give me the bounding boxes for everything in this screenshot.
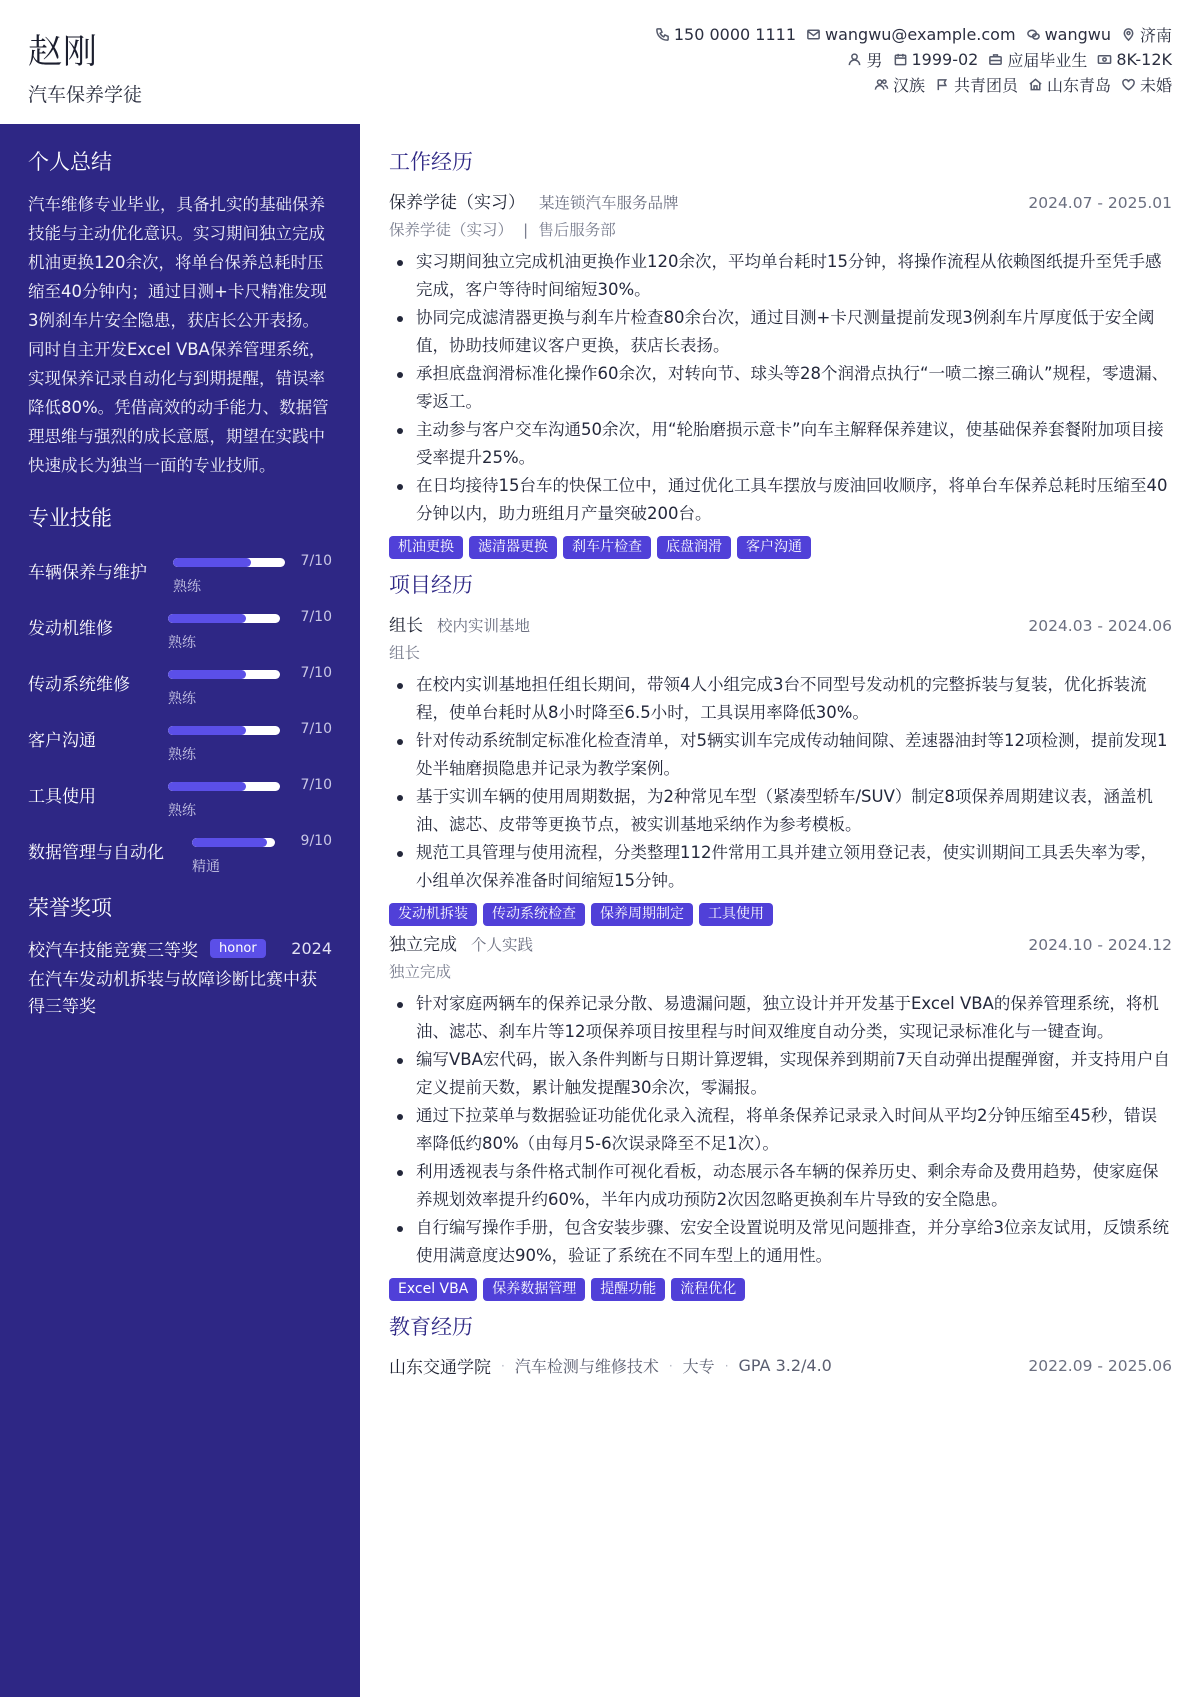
skill-bar xyxy=(168,726,280,735)
entry-department: 售后服务部 xyxy=(538,221,616,239)
list-item: 在校内实训基地担任组长期间，带领4人小组完成3台不同型号发动机的完整拆装与复装，优化拆装流程，使单台耗时从8小时降至6.5小时，工具误用率降低30%。 xyxy=(389,671,1172,727)
tag: 保养周期制定 xyxy=(591,903,693,926)
entry-subtitle xyxy=(389,218,1172,240)
honor-name: 校汽车技能竞赛三等奖 xyxy=(28,941,198,961)
contact-info xyxy=(472,22,1172,97)
education-degree: 大专 xyxy=(682,1357,715,1376)
entry-bullets xyxy=(389,990,1172,1270)
contact-ethnicity xyxy=(874,73,925,96)
skill-score: 9/10 xyxy=(300,833,332,849)
entry-tags xyxy=(389,1278,1172,1301)
skill-name: 车辆保养与维护 xyxy=(28,563,147,583)
location-icon xyxy=(1121,27,1136,42)
contact-status-text: 应届毕业生 xyxy=(1007,51,1088,70)
tag: 机油更换 xyxy=(389,536,463,559)
education-major: 汽车检测与维修技术 xyxy=(514,1357,659,1376)
education-school: 山东交通学院 xyxy=(389,1358,491,1378)
skill-bar xyxy=(168,782,280,791)
calendar-icon xyxy=(893,52,908,67)
tag: 工具使用 xyxy=(699,903,773,926)
skill-bar-fill xyxy=(168,670,246,679)
contact-gender xyxy=(847,48,882,71)
list-item: 实习期间独立完成机油更换作业120余次，平均单台耗时15分钟，将操作流程从依赖图纸提升至凭手感完成，客户等待时间缩短30%。 xyxy=(389,248,1172,304)
list-item: 自行编写操作手册，包含安装步骤、宏安全设置说明及常见问题排查，并分享给3位亲友试用，反馈系统使用满意度达90%，验证了系统在不同车型上的通用性。 xyxy=(389,1214,1172,1270)
entry-date: 2024.10 - 2024.12 xyxy=(1028,936,1172,954)
project-entry xyxy=(389,930,1172,1301)
list-item: 针对传动系统制定标准化检查清单，对5辆实训车完成传动轴间隙、差速器油封等12项检测，提前发现1处半轴磨损隐患并记录为教学案例。 xyxy=(389,727,1172,783)
entry-organization: 个人实践 xyxy=(471,936,534,954)
entry-subtitle: 独立完成 xyxy=(389,963,452,981)
tag: 滤清器更换 xyxy=(469,536,557,559)
list-item: 承担底盘润滑标准化操作60余次，对转向节、球头等28个润滑点执行“一喷二擦三确认”规程，零遗漏、零返工。 xyxy=(389,360,1172,416)
contact-phone[interactable] xyxy=(655,25,796,44)
tag: 保养数据管理 xyxy=(483,1278,585,1301)
contact-row-3 xyxy=(472,72,1172,97)
contact-marital-text: 未婚 xyxy=(1139,76,1172,95)
skill-item xyxy=(28,602,332,658)
honor-item xyxy=(28,936,332,961)
skill-score: 7/10 xyxy=(300,777,332,793)
contact-phone-text: 150 0000 1111 xyxy=(673,25,797,44)
contact-location xyxy=(1121,23,1172,46)
tag: 提醒功能 xyxy=(591,1278,665,1301)
list-item: 针对家庭两辆车的保养记录分散、易遗漏问题，独立设计并开发基于Excel VBA的保养管理系统，将机油、滤芯、刹车片等12项保养项目按里程与时间双维度自动分类，实现记录标准化与一键查询。 xyxy=(389,990,1172,1046)
skill-bar-fill xyxy=(168,782,246,791)
entry-bullets xyxy=(389,248,1172,528)
skill-item xyxy=(28,826,332,882)
contact-row-1 xyxy=(472,22,1172,47)
contact-marital xyxy=(1121,73,1172,96)
entry-tags xyxy=(389,903,1172,926)
skill-name: 工具使用 xyxy=(28,787,96,807)
entry-tags xyxy=(389,536,1172,559)
heart-icon xyxy=(1121,77,1136,92)
skills-list xyxy=(28,546,332,882)
sidebar xyxy=(0,124,360,1697)
skill-name: 数据管理与自动化 xyxy=(28,843,164,863)
entry-organization: 某连锁汽车服务品牌 xyxy=(539,194,679,212)
contact-hometown xyxy=(1028,73,1111,96)
honor-description: 在汽车发动机拆装与故障诊断比赛中获得三等奖 xyxy=(28,970,317,1017)
education-heading: 教育经历 xyxy=(389,1315,473,1339)
work-heading: 工作经历 xyxy=(389,150,473,174)
list-item: 基于实训车辆的使用周期数据，为2种常见车型（紧凑型轿车/SUV）制定8项保养周期建议表，涵盖机油、滤芯、皮带等更换节点，被实训基地采纳作为参考模板。 xyxy=(389,783,1172,839)
entry-header xyxy=(389,930,1172,955)
skill-item xyxy=(28,546,332,602)
skill-bar-fill xyxy=(168,614,246,623)
entry-separator: | xyxy=(523,221,529,239)
list-item: 编写VBA宏代码，嵌入条件判断与日期计算逻辑，实现保养到期前7天自动弹出提醒弹窗，并支持用户自定义提前天数，累计触发提醒30余次，零漏报。 xyxy=(389,1046,1172,1102)
mail-icon xyxy=(806,27,821,42)
contact-ethnicity-text: 汉族 xyxy=(892,76,925,95)
skill-item xyxy=(28,658,332,714)
summary-heading: 个人总结 xyxy=(28,150,112,174)
contact-political-text: 共青团员 xyxy=(953,76,1018,95)
person-icon xyxy=(847,52,862,67)
entry-title: 组长 xyxy=(389,616,423,636)
skill-bar-fill xyxy=(173,558,251,567)
phone-icon xyxy=(655,27,670,42)
contact-email[interactable] xyxy=(806,25,1016,44)
skill-bar xyxy=(168,670,280,679)
tag: 客户沟通 xyxy=(737,536,811,559)
summary-text: 汽车维修专业毕业，具备扎实的基础保养技能与主动优化意识。实习期间独立完成机油更换120余次，将单台保养总耗时压缩至40分钟内；通过目测+卡尺精准发现3例刹车片安全隐患，获店长公开表扬。同时自主开发Excel VBA保养管理系统，实现保养记录自动化与到期提醒，错误率降低80%。凭借高效的动手能力、数据管理思维与强烈的成长意愿，期望在实践中快速成长为独当一面的专业技师。 xyxy=(28,195,329,475)
skills-heading: 专业技能 xyxy=(28,506,112,530)
list-item: 协同完成滤清器更换与刹车片检查80余台次，通过目测+卡尺测量提前发现3例刹车片厚度低于安全阈值，协助技师建议客户更换，获店长表扬。 xyxy=(389,304,1172,360)
wechat-icon xyxy=(1026,27,1041,42)
people-icon xyxy=(874,77,889,92)
list-item: 利用透视表与条件格式制作可视化看板，动态展示各车辆的保养历史、剩余寿命及费用趋势，使家庭保养规划效率提升约60%，半年内成功预防2次因忽略更换刹车片导致的安全隐患。 xyxy=(389,1158,1172,1214)
skill-bar-fill xyxy=(168,726,246,735)
education-date: 2022.09 - 2025.06 xyxy=(1028,1356,1172,1375)
contact-location-text: 济南 xyxy=(1139,26,1172,45)
candidate-role: 汽车保养学徒 xyxy=(28,84,143,106)
entry-header xyxy=(389,611,1172,636)
tag: 传动系统检查 xyxy=(483,903,585,926)
entry-date: 2024.03 - 2024.06 xyxy=(1028,617,1172,635)
education-entry xyxy=(389,1353,1172,1378)
skill-level: 熟练 xyxy=(168,803,196,819)
entry-position: 保养学徒（实习） xyxy=(389,221,514,239)
skill-name: 传动系统维修 xyxy=(28,675,130,695)
skill-bar xyxy=(168,614,280,623)
entry-header xyxy=(389,188,1172,213)
contact-wechat-text: wangwu xyxy=(1044,25,1111,44)
contact-salary xyxy=(1097,50,1172,69)
skill-level: 熟练 xyxy=(168,635,196,651)
tag: 发动机拆装 xyxy=(389,903,477,926)
skill-level: 熟练 xyxy=(173,579,201,595)
entry-bullets xyxy=(389,671,1172,895)
tag: Excel VBA xyxy=(389,1278,477,1301)
honors-heading: 荣誉奖项 xyxy=(28,896,112,920)
tag: 流程优化 xyxy=(671,1278,745,1301)
skill-score: 7/10 xyxy=(300,553,332,569)
entry-title: 保养学徒（实习） xyxy=(389,193,525,213)
entry-title: 独立完成 xyxy=(389,935,457,955)
tag: 刹车片检查 xyxy=(563,536,651,559)
contact-row-2 xyxy=(472,47,1172,72)
entry-organization: 校内实训基地 xyxy=(437,617,531,635)
skill-score: 7/10 xyxy=(300,665,332,681)
skill-bar xyxy=(192,838,275,847)
list-item: 通过下拉菜单与数据验证功能优化录入流程，将单条保养记录录入时间从平均2分钟压缩至45秒，错误率降低约80%（由每月5-6次误录降至不足1次）。 xyxy=(389,1102,1172,1158)
candidate-name: 赵刚 xyxy=(28,32,98,72)
skill-name: 客户沟通 xyxy=(28,731,96,751)
contact-email-text: wangwu@example.com xyxy=(825,25,1016,44)
resume-header xyxy=(0,0,1200,124)
dot-separator: · xyxy=(724,1358,729,1373)
list-item: 在日均接待15台车的快保工位中，通过优化工具车摆放与废油回收顺序，将单台车保养总耗时压缩至40分钟以内，助力班组月产量突破200台。 xyxy=(389,472,1172,528)
work-entry xyxy=(389,188,1172,559)
skill-level: 熟练 xyxy=(168,691,196,707)
skill-item xyxy=(28,714,332,770)
entry-date: 2024.07 - 2025.01 xyxy=(1028,194,1172,212)
education-gpa: GPA 3.2/4.0 xyxy=(738,1356,832,1375)
building-icon xyxy=(988,52,1003,67)
skill-name: 发动机维修 xyxy=(28,619,113,639)
projects-heading: 项目经历 xyxy=(389,573,473,597)
contact-political xyxy=(935,73,1018,96)
home-icon xyxy=(1028,77,1043,92)
contact-hometown-text: 山东青岛 xyxy=(1046,76,1111,95)
main-content xyxy=(389,124,1172,1378)
contact-birth xyxy=(893,50,979,69)
skill-level: 熟练 xyxy=(168,747,196,763)
money-icon xyxy=(1097,52,1112,67)
contact-status xyxy=(988,48,1087,71)
tag: 底盘润滑 xyxy=(657,536,731,559)
skill-level: 精通 xyxy=(192,859,220,875)
list-item: 规范工具管理与使用流程，分类整理112件常用工具并建立领用登记表，使实训期间工具丢失率为零，小组单次保养准备时间缩短15分钟。 xyxy=(389,839,1172,895)
dot-separator: · xyxy=(501,1358,505,1373)
contact-gender-text: 男 xyxy=(866,51,883,70)
project-entry xyxy=(389,611,1172,926)
flag-icon xyxy=(935,77,950,92)
skill-score: 7/10 xyxy=(300,721,332,737)
honor-year: 2024 xyxy=(291,939,332,958)
contact-wechat[interactable] xyxy=(1026,25,1111,44)
skill-bar xyxy=(173,558,285,567)
skill-score: 7/10 xyxy=(300,609,332,625)
skill-bar-fill xyxy=(192,838,267,847)
contact-birth-text: 1999-02 xyxy=(911,50,979,69)
honor-badge: honor xyxy=(210,939,266,958)
skill-item xyxy=(28,770,332,826)
contact-salary-text: 8K-12K xyxy=(1116,50,1172,69)
list-item: 主动参与客户交车沟通50余次，用“轮胎磨损示意卡”向车主解释保养建议，使基础保养套餐附加项目接受率提升25%。 xyxy=(389,416,1172,472)
dot-separator: · xyxy=(668,1358,673,1373)
entry-subtitle: 组长 xyxy=(389,644,421,662)
